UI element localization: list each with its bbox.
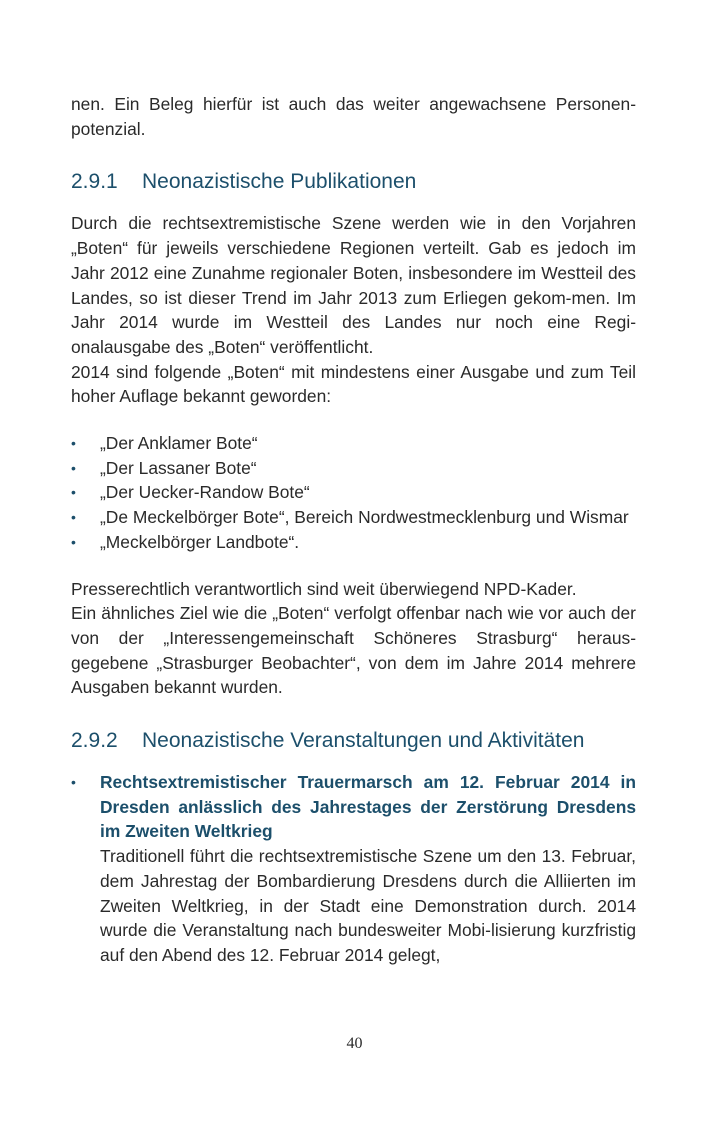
page-content: [71, 92, 636, 968]
section-title: Neonazistische Publikationen: [142, 170, 417, 194]
intro-paragraph: nen. Ein Beleg hierfür ist auch das weiter angewachsene Personen- potenzial.: [71, 94, 636, 139]
list-item: • „Der Lassaner Bote“: [71, 456, 636, 481]
bullet-icon: •: [71, 459, 76, 476]
section-number: 2.9.1: [71, 170, 118, 194]
boten-intro-paragraph: 2014 sind folgende „Boten“ mit mindestens einer Ausgabe und zum Teil hoher Auflage bekannt geworden:: [71, 361, 636, 407]
section-heading-2-9-2: [71, 726, 636, 756]
publications-paragraph: Durch die rechtsextremistische Szene werden wie in den Vorjahren „Boten“ für jeweils verschiedene Regionen verteilt. Gab es jedoch im Jahr 2012 eine Zunahme regionaler Boten, insbesondere im Westteil des Landes, so ist dieser Trend im Jahr 2013 zum Erliegen gekom-men. Im Jahr 2014 wurde im Westteil des Landes nur noch eine Regi-onalausgabe des „Boten“ veröffentlicht.: [71, 213, 637, 357]
beobachter-paragraph: Ein ähnliches Ziel wie die „Boten“ verfolgt offenbar nach wie vor auch der von der „Interessengemeinschaft Schöneres Strasburg“ heraus-gegebene „Strasburger Beobachter“, von dem im Jahre 2014 mehrere Ausgaben bekannt wurden.: [71, 603, 636, 698]
bullet-icon: •: [71, 774, 76, 791]
event-heading: Rechtsextremistischer Trauermarsch am 12. Februar 2014 in Dresden anlässlich des Jahrestages der Zerstörung Dresdens im Zweiten Weltkrieg: [100, 772, 636, 842]
bullet-icon: •: [71, 533, 76, 550]
bullet-icon: •: [71, 509, 76, 526]
list-item: • „Der Uecker-Randow Bote“: [71, 480, 636, 505]
list-item: • „Meckelbörger Landbote“.: [71, 530, 636, 555]
bullet-icon: •: [71, 484, 76, 501]
event-body: Traditionell führt die rechtsextremistische Szene um den 13. Februar, dem Jahrestag der Bombardierung Dresdens durch die Alliierten im Zweiten Weltkrieg, in der Stadt eine Demonstration durch. 2014 wurde die Veranstaltung nach bundesweiter Mobi-lisierung kurzfristig auf den Abend des 12. Februar 2014 gelegt,: [100, 846, 636, 965]
list-item: • „Der Anklamer Bote“: [71, 431, 636, 456]
section-heading-2-9-1: [71, 167, 636, 197]
bullet-icon: •: [71, 435, 76, 452]
section-number: 2.9.2: [71, 729, 118, 753]
list-item: [71, 770, 636, 968]
list-item: • „De Meckelbörger Bote“, Bereich Nordwestmecklenburg und Wismar: [71, 505, 636, 530]
section-title: Neonazistische Veranstaltungen und Aktivitäten: [142, 729, 585, 753]
events-list: [71, 770, 636, 968]
press-paragraph: Presserechtlich verantwortlich sind weit überwiegend NPD-Kader.: [71, 578, 577, 599]
page-number: 40: [346, 1035, 363, 1052]
boten-list: [71, 431, 636, 555]
